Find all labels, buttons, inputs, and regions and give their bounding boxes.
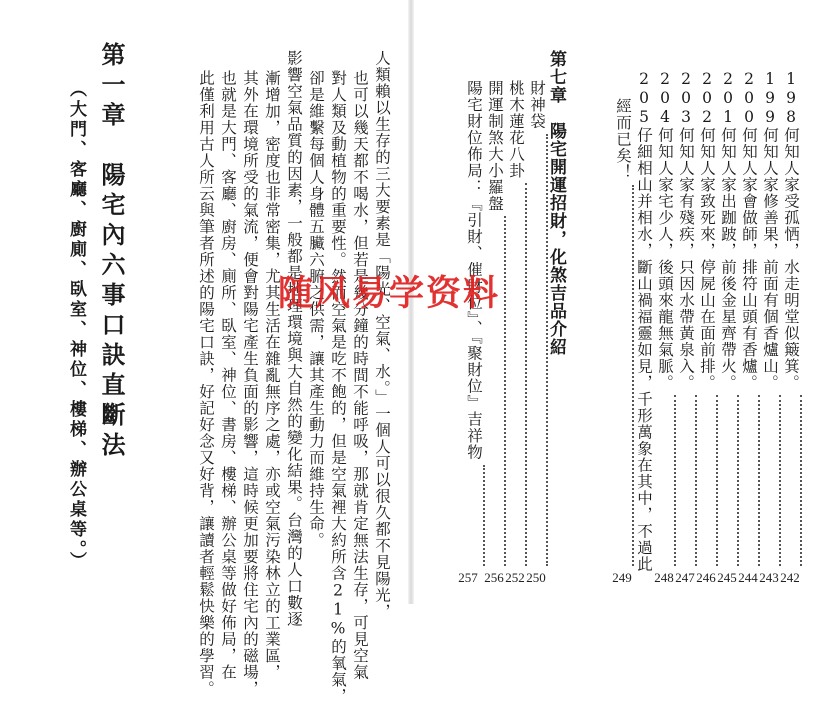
toc-item-num: 201 (719, 70, 737, 127)
sub-item-text: 桃木蓮花八卦 (507, 80, 525, 179)
sub-item (505, 80, 527, 570)
chapter-subtitle: （大門、客廳、廚廁、臥室、神位、樓梯、辦公桌等。） (66, 80, 86, 572)
toc-item-num: 202 (698, 70, 716, 127)
toc-item-text: 何知人家會做師，排符山頭有香爐。 (740, 127, 758, 391)
sub-item (484, 80, 506, 570)
toc-item (696, 70, 718, 570)
sub-item (526, 80, 548, 570)
leader-dots (716, 395, 718, 566)
sub-item (463, 80, 485, 570)
chapter-title: 第一章 陽宅內六事口訣直斷法 (97, 42, 126, 462)
toc-item-text: 何知人家修善果，前面有個香爐山。 (761, 127, 779, 391)
leader-dots (800, 395, 802, 566)
sub-item-text: 開運制煞大小羅盤 (486, 80, 504, 212)
body-line-2: 也可以幾天都不喝水，但若是幾分鐘的時間不能呼吸，那就肯定無法生存，可見空氣 (351, 70, 369, 681)
toc-item-num: 203 (677, 70, 695, 127)
toc-item (738, 70, 760, 570)
toc-item (780, 70, 802, 570)
toc-page-number: 249 (612, 570, 632, 585)
toc-page-number: 247 (675, 570, 695, 585)
sub-page-number: 252 (505, 570, 525, 585)
sub-item-text: 財神袋 (528, 80, 546, 130)
leader-dots (674, 395, 676, 566)
body-line-4: 卻是維繫每個人身體五臟六腑之供需，讓其產生動力而維持生命。 (307, 70, 325, 549)
leader-dots (525, 183, 527, 566)
toc-item-num: 205 (635, 70, 653, 127)
toc-item-num: 204 (656, 70, 674, 127)
toc-item (675, 70, 697, 570)
toc-page-number: 242 (780, 570, 800, 585)
toc-page-number: 246 (696, 570, 716, 585)
leader-dots (483, 465, 485, 567)
toc-item (717, 70, 739, 570)
toc-page-number: 248 (654, 570, 674, 585)
toc-item-text: 仔細相山并相水，斷山禍福靈如見，千形萬象在其中，不過此 (635, 127, 653, 573)
toc-page-number: 243 (759, 570, 779, 585)
toc-item (612, 98, 634, 570)
leader-dots (546, 134, 548, 567)
leader-dots (758, 395, 760, 566)
toc-item (633, 70, 655, 573)
leader-dots (695, 395, 697, 566)
leader-dots (779, 395, 781, 566)
toc-item-text: 何知人家受孤恓，水走明堂似簸箕。 (782, 127, 800, 391)
toc-item-num: 199 (761, 70, 779, 127)
body-line-8: 也就是大門、客廳、廚房、廁所、臥室、神位、書房、樓梯、辦公桌等做好佈局，在 (219, 70, 237, 681)
toc-item-text: 何知人家有殘疾，只因水帶黃泉入。 (677, 127, 695, 391)
body-line-3: 對人類及動植物的重要性。然而空氣是吃不飽的，但是空氣裡大約所含21%的氧氣， (329, 70, 347, 705)
toc-item-text: 何知人家致死來，停屍山在面前排。 (698, 127, 716, 391)
toc-item-num: 198 (782, 70, 800, 127)
toc-item (654, 70, 676, 570)
toc-item-text: 何知人家出跏跛，前後金星齊帶火。 (719, 127, 737, 391)
toc-item-text: 經而已矣！ (614, 98, 632, 181)
body-line-1: 人類賴以生存的三大要素是「陽光、空氣、水。」一個人可以很久都不見陽光， (373, 50, 391, 620)
toc-item-num: 200 (740, 70, 758, 127)
leader-dots (632, 185, 634, 567)
sub-page-number: 250 (526, 570, 546, 585)
toc-item-text: 何知人家宅少人，後頭來龍無氣脈。 (656, 127, 674, 391)
body-line-6: 漸增加，密度也非常密集，尤其生活在雜亂無序之處，亦或空氣污染林立的工業區， (263, 70, 281, 681)
leader-dots (504, 216, 506, 566)
sub-page-number: 257 (458, 570, 478, 585)
body-line-5: 影響空氣品質的因素，一般都是地理環境與大自然的變化結果。台灣的人口數逐 (285, 50, 303, 628)
toc-item (759, 70, 781, 570)
sub-item-text: 陽宅財位佈局：『引財、催財位』、『聚財位』吉祥物 (465, 80, 483, 461)
body-line-9: 此僅利用古人所云與筆者所述的陽宅口訣，好記好念又好背，讓讀者輕鬆快樂的學習。 (197, 70, 215, 697)
toc-page-number: 245 (717, 570, 737, 585)
section-title: 第七章 陽宅開運招財，化煞吉品介紹 (546, 50, 566, 356)
toc-page-number: 244 (738, 570, 758, 585)
sub-page-number: 256 (484, 570, 504, 585)
body-line-7: 其外在環境所受的氣流，便會對陽宅產生負面的影響，這時候更加要將住宅內的磁場， (241, 70, 259, 697)
leader-dots (737, 395, 739, 566)
watermark: 随风易学资料 (278, 274, 501, 314)
